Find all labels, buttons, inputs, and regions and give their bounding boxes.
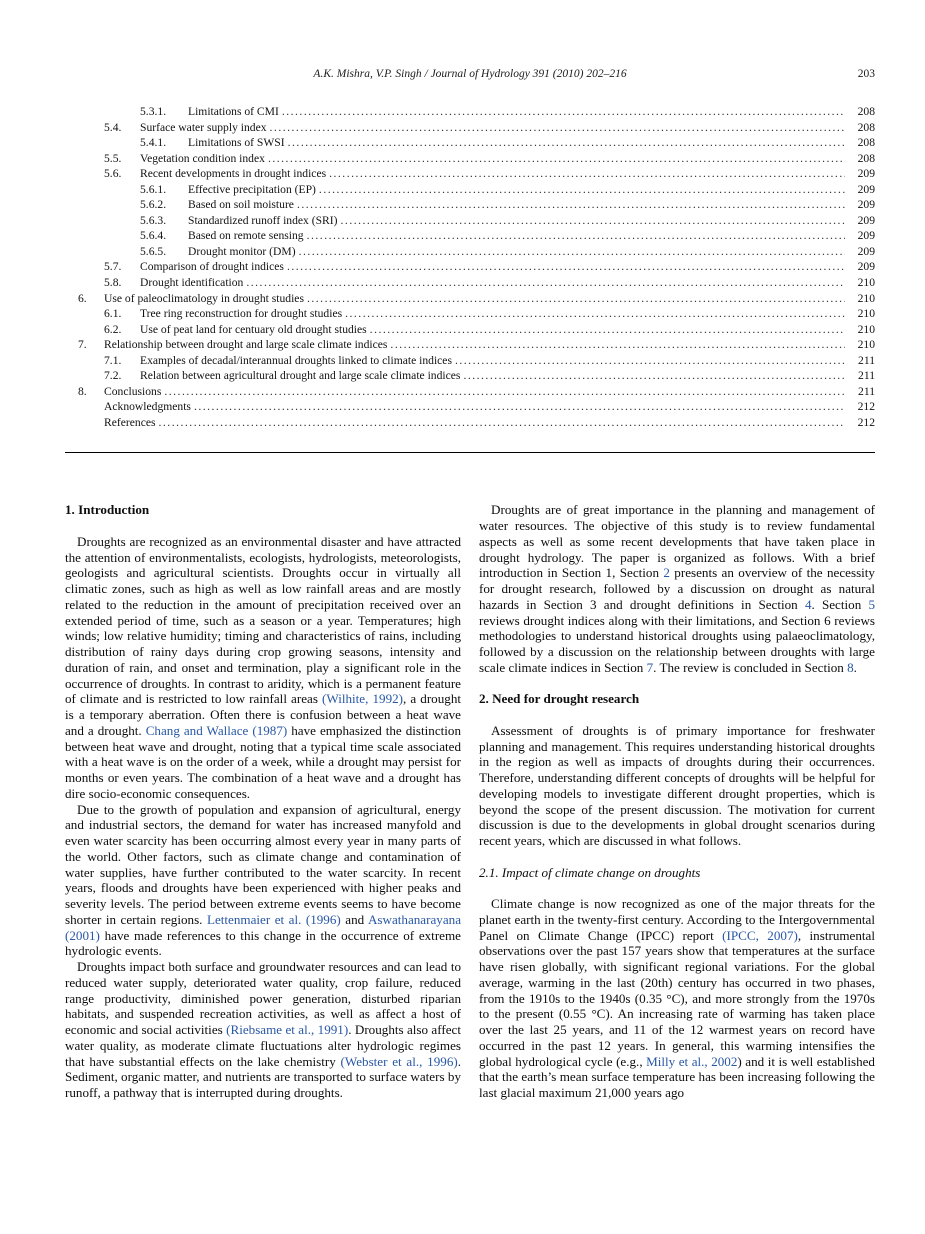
toc-entry-title: References xyxy=(104,415,156,429)
citation-link[interactable]: Aswathanarayana (2001) xyxy=(65,911,462,943)
toc-entry-page: 211 xyxy=(858,384,875,398)
toc-entry-page: 212 xyxy=(857,415,875,429)
toc-leader-dots xyxy=(194,399,845,415)
toc-leader-dots xyxy=(268,151,845,167)
citation-link[interactable]: 2 xyxy=(663,565,670,581)
toc-entry-page: 209 xyxy=(857,260,875,274)
toc-leader-dots xyxy=(319,182,845,198)
text-run: . Sediment, organic matter, and nutrients are transported to surface waters by runoff, a pathway that is interrupted during droughts. xyxy=(65,1053,462,1101)
toc-entry-title: Relation between agricultural drought and large scale climate indices xyxy=(140,369,461,383)
right-column xyxy=(479,502,875,1101)
toc-entry[interactable] xyxy=(65,275,875,291)
toc-leader-dots xyxy=(341,213,845,229)
citation-link[interactable]: (Wilhite, 1992) xyxy=(322,691,404,707)
toc-entry-title: Limitations of CMI xyxy=(188,105,279,118)
toc-leader-dots xyxy=(287,259,845,275)
toc-entry[interactable] xyxy=(65,415,875,431)
toc-entry-number: 5.6.3. xyxy=(140,213,167,227)
text-run: . Droughts also affect water quality, as moderate climate fluctuations alter hydrologic regimes that have substantial effects on the lake chemistry xyxy=(65,1022,461,1069)
toc-entry-page: 208 xyxy=(857,151,875,165)
left-column xyxy=(65,502,461,1101)
toc-entry-number: 5.3.1. xyxy=(140,105,167,118)
toc-entry-title: Based on remote sensing xyxy=(188,229,304,243)
toc-entry-title: Effective precipitation (EP) xyxy=(188,182,316,196)
toc-entry-number: 5.6.5. xyxy=(140,244,167,258)
citation-link[interactable]: (Riebsame et al., 1991) xyxy=(226,1022,349,1038)
toc-entry-title: Drought identification xyxy=(140,276,244,290)
toc-entry-page: 211 xyxy=(858,353,875,367)
toc-entry-number: 5.7. xyxy=(104,260,122,274)
text-run: , instrumental observations over the past 157 years show that temperatures at the surface have risen globally, with significant regional variations. For the global average, warming in the last (20th) century has occurred in two phases, from the 1910s to the 1940s (0.35 °C), and more strongly from the 1970s to the present (0.55 °C). An increasing rate of warming has taken place over the last 25 years, and 11 of the 12 warmest years on record have occurred in the past 12 years. In general, this warming intensifies the global hydrological cycle (e.g., xyxy=(479,927,875,1069)
toc-entry[interactable] xyxy=(65,166,875,182)
text-run: , a drought is a temporary aberration. Often there is confusion between a heat wave and a drought. xyxy=(65,691,462,738)
toc-leader-dots xyxy=(307,228,845,244)
paragraph xyxy=(65,802,461,960)
toc-entry-title: Use of paleoclimatology in drought studies xyxy=(104,291,304,305)
text-run: Assessment of droughts is of primary importance for freshwater planning and management. This requires understanding historical droughts in the region as well as impacts of droughts during their occurrences. Therefore, understanding different concepts of droughts will be helpful for developing models to investigate different drought properties, which is beyond the scope of the present discussion. The motivation for current discussion is due to the developments in global drought scenarios during recent years, which are discussed in what follows. xyxy=(479,722,875,849)
toc-entry-page: 210 xyxy=(857,307,875,321)
toc-entry-title: Recent developments in drought indices xyxy=(140,167,327,181)
toc-entry-number: 5.6. xyxy=(104,167,122,181)
toc-entry-title: Relationship between drought and large scale climate indices xyxy=(104,338,388,352)
toc-entry-title: Examples of decadal/interannual droughts linked to climate indices xyxy=(140,353,452,367)
text-run: ) and it is well established that the earth’s mean surface temperature has been increasing following the last glacial maximum 21,000 years ago xyxy=(479,1053,875,1101)
paragraph xyxy=(65,534,461,802)
toc-entry-title: Surface water supply index xyxy=(140,120,267,134)
toc-entry[interactable] xyxy=(65,384,875,400)
running-title: A.K. Mishra, V.P. Singh / Journal of Hydrology 391 (2010) 202–216 xyxy=(313,68,627,80)
paragraph xyxy=(65,959,461,1101)
toc-entry[interactable] xyxy=(65,306,875,322)
toc-entry-number: 5.4. xyxy=(104,120,122,134)
toc-entry[interactable] xyxy=(65,120,875,136)
toc-entry-title: Comparison of drought indices xyxy=(140,260,284,274)
toc-entry-page: 210 xyxy=(857,322,875,336)
text-run: have emphasized the distinction between heat wave and drought, noting that a typical time scale associated with a heat wave is on the order of a week, while a drought may persist for months or even years. The combination of a heat wave and a drought has dire socio-economic consequences. xyxy=(65,722,461,801)
citation-link[interactable]: Milly et al., 2002 xyxy=(646,1053,738,1069)
citation-link[interactable]: 8 xyxy=(847,659,854,675)
toc-entry-number: 7.1. xyxy=(104,353,122,367)
toc-entry-page: 209 xyxy=(857,167,875,181)
toc-leader-dots xyxy=(307,291,845,307)
subsection-heading xyxy=(479,865,875,881)
toc-entry-page: 209 xyxy=(857,198,875,212)
toc-entry-title: Conclusions xyxy=(104,384,162,398)
toc-leader-dots xyxy=(270,120,845,136)
page-number: 203 xyxy=(857,68,875,80)
text-run: Droughts are recognized as an environmental disaster and have attracted the attention of environmentalists, ecologists, hydrologists, meteorologists, geologists and agricultural scientists. Droughts occur in virtually all climatic zones, such as high as well as low rainfall areas and are mostly related to the reduction in the amount of precipitation received over an extended period of time, such as a season or a year. Temperatures; high winds; low relative humidity; timing and characteristics of rains, including distribution of rainy days during crop growing seasons, intensity and duration of rain, and onset and termination, play a significant role in the occurrence of droughts. In contrast to aridity, which is a permanent feature of climate and is restricted to low rainfall areas xyxy=(65,533,461,707)
toc-entry-number: 5.5. xyxy=(104,151,122,165)
toc-entry-number: 5.6.4. xyxy=(140,229,167,243)
toc-entry-page: 209 xyxy=(857,213,875,227)
toc-leader-dots xyxy=(370,322,845,338)
toc-entry[interactable] xyxy=(65,259,875,275)
paragraph xyxy=(479,723,875,849)
toc-entry[interactable] xyxy=(65,291,875,307)
text-run: . The review is concluded in Section xyxy=(653,659,848,675)
toc-entry-number: 5.6.2. xyxy=(140,198,167,212)
toc-entry[interactable] xyxy=(65,151,875,167)
toc-entry[interactable] xyxy=(65,399,875,415)
text-run: 1. Introduction xyxy=(65,502,150,518)
toc-entry-number: 6.2. xyxy=(104,322,122,336)
toc-entry[interactable] xyxy=(65,322,875,338)
toc-entry-title: Acknowledgments xyxy=(104,400,191,414)
toc-entry-page: 210 xyxy=(857,291,875,305)
toc-entry-number: 6. xyxy=(78,291,87,305)
table-of-contents xyxy=(65,104,875,430)
text-run: 2.1. Impact of climate change on droughts xyxy=(479,864,701,880)
toc-entry-number: 7. xyxy=(78,338,87,352)
toc-entry-number: 6.1. xyxy=(104,307,122,321)
text-run: Droughts impact both surface and groundwater resources and can lead to reduced water supply, deteriorated water quality, crop failure, reduced range productivity, diminished power generation, disturbed riparian habitats, and suspended recreation activities, as well as affect a host of economic and social activities xyxy=(65,959,461,1038)
citation-link[interactable]: (Webster et al., 1996) xyxy=(340,1053,458,1069)
citation-link[interactable]: Lettenmaier et al. (1996) xyxy=(206,911,341,927)
toc-entry[interactable] xyxy=(65,228,875,244)
toc-entry-title: Drought monitor (DM) xyxy=(188,244,296,258)
toc-leader-dots xyxy=(329,166,845,182)
citation-link[interactable]: 7 xyxy=(646,659,654,675)
toc-entry-title: Standardized runoff index (SRI) xyxy=(188,213,338,227)
article-body xyxy=(65,502,875,1101)
toc-divider xyxy=(65,452,875,453)
text-run: Droughts are of great importance in the planning and management of water resources. The objective of this study is to review fundamental aspects as well as some recent developments that have taken place in drought hydrology. The paper is organized as follows. With a brief introduction in Section 1, Section xyxy=(479,502,875,581)
toc-entry[interactable] xyxy=(65,213,875,229)
paragraph xyxy=(479,896,875,1101)
text-run: . Section xyxy=(811,596,869,612)
toc-entry-page: 209 xyxy=(857,229,875,243)
toc-entry[interactable] xyxy=(65,337,875,353)
toc-entry-title: Limitations of SWSI xyxy=(188,136,285,150)
toc-entry[interactable] xyxy=(65,135,875,151)
toc-entry-page: 212 xyxy=(857,400,875,414)
toc-entry-page: 209 xyxy=(857,244,875,258)
toc-entry-page: 208 xyxy=(857,120,875,134)
toc-entry-number: 5.4.1. xyxy=(140,136,167,150)
toc-entry[interactable] xyxy=(65,197,875,213)
toc-entry-page: 208 xyxy=(857,136,875,150)
toc-entry-number: 8. xyxy=(78,384,87,398)
section-heading xyxy=(479,691,875,707)
toc-entry-page: 210 xyxy=(857,276,875,290)
text-run: reviews drought indices along with their limitations, and Section 6 reviews methodologies to understand historical droughts using palaeoclimatology, followed by a discussion on the relationship between droughts with large scale climate indices in Section xyxy=(479,612,875,675)
toc-leader-dots xyxy=(288,135,845,151)
toc-leader-dots xyxy=(297,197,845,213)
page-header xyxy=(65,68,875,83)
citation-link[interactable]: (IPCC, 2007) xyxy=(722,927,798,943)
toc-leader-dots xyxy=(299,244,845,260)
toc-entry-number: 5.8. xyxy=(104,276,122,290)
text-run: presents an overview of the necessity for drought research, followed by a discussion on drought as natural hazards in Section 3 and drought definitions in Section xyxy=(479,565,875,612)
toc-entry-page: 211 xyxy=(858,369,875,383)
toc-leader-dots xyxy=(282,104,845,120)
toc-entry-page: 210 xyxy=(857,338,875,352)
section-heading xyxy=(65,502,461,518)
toc-leader-dots xyxy=(164,384,845,400)
toc-entry-page: 209 xyxy=(857,182,875,196)
citation-link[interactable]: 4 xyxy=(804,596,812,612)
text-run: Climate change is now recognized as one of the major threats for the planet earth in the twenty-first century. According to the Intergovernmental Panel on Climate Change (IPCC) report xyxy=(479,896,875,943)
toc-leader-dots xyxy=(159,415,846,431)
toc-entry[interactable] xyxy=(65,353,875,369)
toc-entry-number: 7.2. xyxy=(104,369,122,383)
toc-entry-title: Based on soil moisture xyxy=(188,198,294,212)
text-run: have made references to this change in the occurrence of extreme hydrologic events. xyxy=(65,927,461,959)
toc-entry-title: Vegetation condition index xyxy=(140,151,265,165)
toc-entry-page: 208 xyxy=(857,105,875,118)
text-run: . xyxy=(853,659,857,675)
text-run: 2. Need for drought research xyxy=(479,691,640,707)
toc-entry[interactable] xyxy=(65,368,875,384)
paragraph xyxy=(479,502,875,675)
toc-entry[interactable] xyxy=(65,104,875,120)
toc-leader-dots xyxy=(390,337,845,353)
toc-entry[interactable] xyxy=(65,244,875,260)
toc-entry-number: 5.6.1. xyxy=(140,182,167,196)
toc-entry[interactable] xyxy=(65,182,875,198)
text-run: and xyxy=(340,911,368,927)
text-run: Due to the growth of population and expansion of agricultural, energy and industrial sectors, the demand for water has increased manyfold and even water scarcity has been occurring almost every year in many parts of the world. Other factors, such as climate change and contamination of water supplies, have further contributed to the water scarcity. In recent years, floods and droughts have been experienced with higher peaks and severity levels. The period between extreme events seems to have become shorter in certain regions. xyxy=(65,801,461,927)
toc-leader-dots xyxy=(463,368,845,384)
citation-link[interactable]: 5 xyxy=(868,596,875,612)
citation-link[interactable]: Chang and Wallace (1987) xyxy=(145,722,288,738)
toc-entry-title: Tree ring reconstruction for drought studies xyxy=(140,307,343,321)
toc-entry-title: Use of peat land for centuary old drought studies xyxy=(140,322,367,336)
toc-leader-dots xyxy=(345,306,845,322)
toc-leader-dots xyxy=(455,353,845,369)
toc-leader-dots xyxy=(246,275,845,291)
